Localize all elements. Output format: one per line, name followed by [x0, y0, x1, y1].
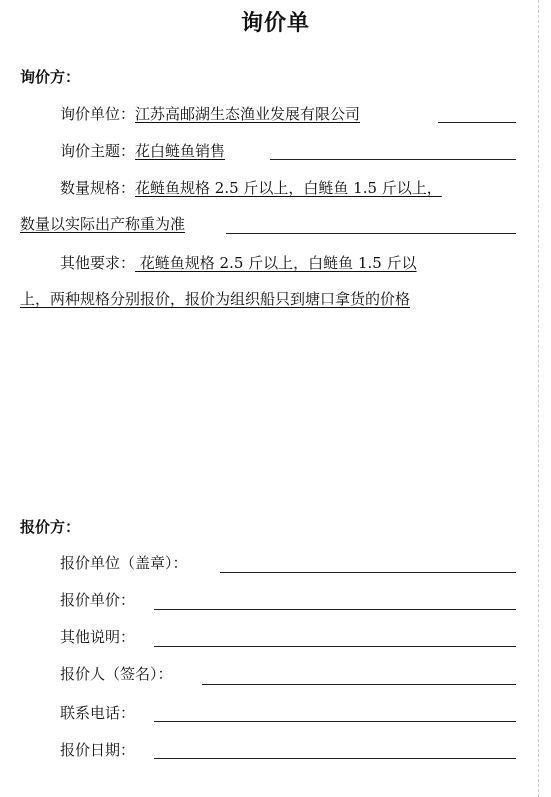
inquiry-unit-value: 江苏高邮湖生态渔业发展有限公司: [135, 105, 361, 123]
inquiry-unit-label: 询价单位：: [60, 105, 136, 123]
quote-date-label: 报价日期：: [60, 741, 136, 759]
inquiry-other-row: [60, 253, 417, 273]
quote-unit-label: 报价单位（盖章）：: [60, 554, 188, 572]
quote-phone-input[interactable]: [154, 721, 516, 722]
quote-price-label: 报价单价：: [60, 591, 136, 609]
quoter-signature-label: 报价人（签名）：: [60, 665, 173, 683]
quote-phone-label: 联系电话：: [60, 704, 136, 722]
inquiry-spec-value-line1: 花鲢鱼规格 2.5 斤以上，白鲢鱼 1.5 斤以上，: [135, 179, 442, 197]
quote-notes-input[interactable]: [154, 646, 516, 647]
quoter-signature-row: [60, 664, 173, 684]
quote-notes-row: [60, 627, 135, 647]
inquiry-spec-row: [60, 178, 442, 198]
inquirer-heading: 询价方：: [20, 68, 81, 86]
inquiry-unit-underline: [438, 122, 516, 123]
quoter-signature-input[interactable]: [202, 684, 516, 685]
inquiry-spec-underline: [226, 233, 516, 234]
document-title: 询价单: [240, 10, 310, 36]
inquiry-other-value-line2: 上，两种规格分别报价，报价为组织船只到塘口拿货的价格: [20, 290, 411, 308]
quote-unit-row: [60, 553, 188, 573]
inquiry-spec-label: 数量规格：: [60, 179, 136, 197]
inquiry-subject-value: 花白鲢鱼销售: [135, 142, 226, 160]
inquiry-unit-row: [60, 104, 360, 124]
inquiry-subject-underline: [270, 159, 516, 160]
quote-price-input[interactable]: [154, 609, 516, 610]
inquiry-subject-row: [60, 141, 225, 161]
inquiry-spec-row-2: [20, 214, 185, 234]
page-edge-guide: [538, 0, 539, 797]
quote-date-input[interactable]: [154, 758, 516, 759]
inquiry-spec-value-line2: 数量以实际出产称重为准: [20, 215, 186, 233]
quote-notes-label: 其他说明：: [60, 628, 136, 646]
inquiry-other-row-2: [20, 289, 410, 309]
inquiry-other-value-line1: 花鲢鱼规格 2.5 斤以上，白鲢鱼 1.5 斤以: [135, 254, 417, 272]
inquiry-subject-label: 询价主题：: [60, 142, 136, 160]
inquiry-other-label: 其他要求：: [60, 254, 136, 272]
quote-price-row: [60, 590, 135, 610]
quoter-heading: 报价方：: [20, 518, 81, 536]
quote-phone-row: [60, 703, 135, 723]
quote-date-row: [60, 740, 135, 760]
quote-unit-input[interactable]: [220, 572, 516, 573]
